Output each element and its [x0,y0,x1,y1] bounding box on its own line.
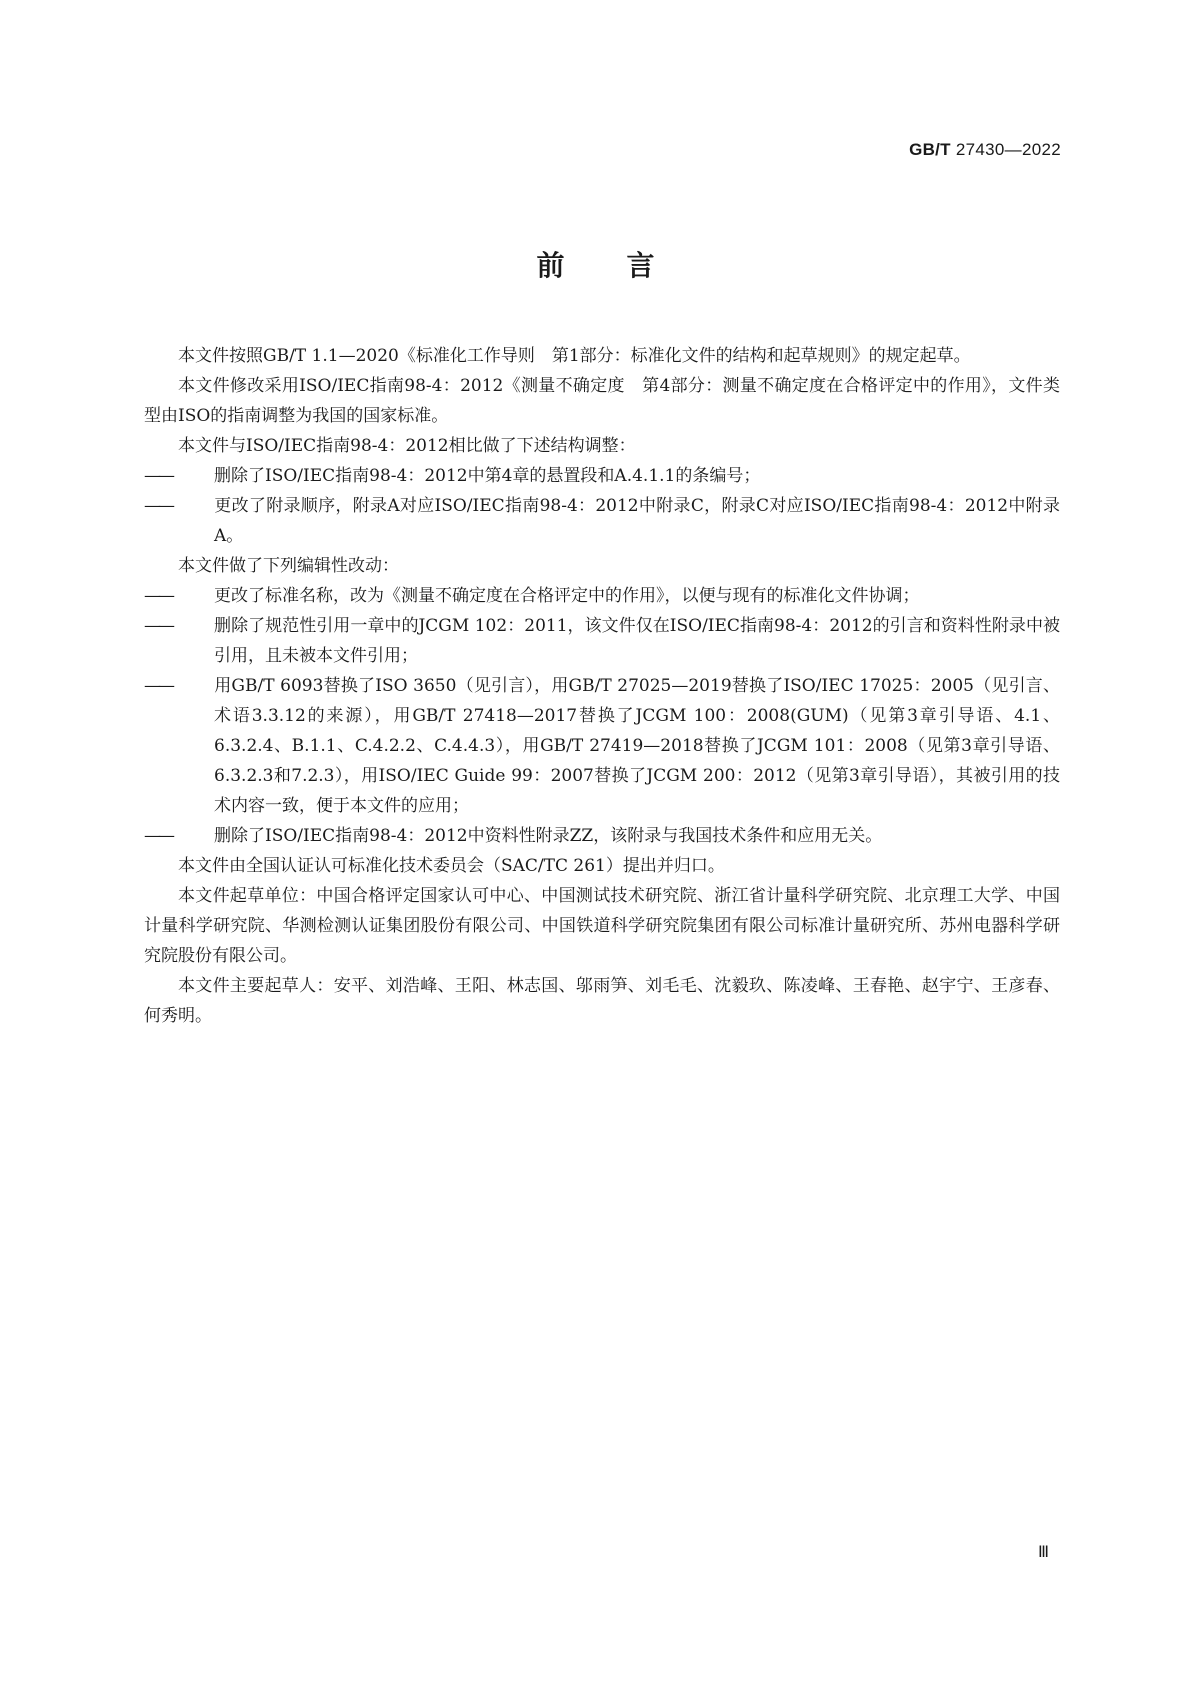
standard-code-prefix: GB/T [909,140,951,159]
list-item-editorial-change: —— 更改了标准名称，改为《测量不确定度在合格评定中的作用》，以便与现有的标准化文件协调； [144,581,1060,611]
paragraph-adoption: 本文件修改采用ISO/IEC指南98-4：2012《测量不确定度 第4部分：测量不确定度在合格评定中的作用》，文件类型由ISO的指南调整为我国的国家标准。 [144,376,1060,426]
standard-code-number: 27430—2022 [955,140,1061,159]
standard-code [909,140,1061,160]
dash-mark: —— [144,466,172,486]
foreword-content [144,341,1060,1031]
paragraph-drafters: 本文件主要起草人：安平、刘浩峰、王阳、林志国、邬雨笋、刘毛毛、沈毅玖、陈凌峰、王春艳、赵宇宁、王彦春、何秀明。 [144,976,1060,1026]
paragraph-proposer: 本文件由全国认证认可标准化技术委员会（SAC/TC 261）提出并归口。 [178,856,725,876]
paragraph-drafting-rules: 本文件按照GB/T 1.1—2020《标准化工作导则 第1部分：标准化文件的结构和起草规则》的规定起草。 [178,346,971,366]
dash-mark: —— [144,676,172,696]
paragraph-editorial-intro: 本文件做了下列编辑性改动： [178,556,399,576]
list-item-structural-change: —— 删除了ISO/IEC指南98-4：2012中第4章的悬置段和A.4.1.1的条编号； [144,461,1060,491]
dash-mark: —— [144,616,172,636]
list-item-editorial-change: —— 删除了ISO/IEC指南98-4：2012中资料性附录ZZ，该附录与我国技术条件和应用无关。 [144,821,1060,851]
paragraph-structural-intro: 本文件与ISO/IEC指南98-4：2012相比做了下述结构调整： [178,436,636,456]
page-number: Ⅲ [1037,1544,1049,1561]
dash-mark: —— [144,586,172,606]
list-item-structural-change: —— 更改了附录顺序，附录A对应ISO/IEC指南98-4：2012中附录C，附录C对应ISO/IEC指南98-4：2012中附录A。 [144,491,1060,551]
paragraph-drafting-units: 本文件起草单位：中国合格评定国家认可中心、中国测试技术研究院、浙江省计量科学研究院、北京理工大学、中国计量科学研究院、华测检测认证集团股份有限公司、中国铁道科学研究院集团有限公司标准计量研究所、苏州电器科学研究院股份有限公司。 [144,886,1060,966]
dash-mark: —— [144,496,172,516]
list-item-editorial-change: —— 用GB/T 6093替换了ISO 3650（见引言），用GB/T 27025—2019替换了ISO/IEC 17025：2005（见引言、术语3.3.12的来源），用GB/T 27418—2017替换了JCGM 100：2008(GUM)（见第3章引导语、4.1、6.3.2.4、B.1.1、C.4.2.2、C.4.4.3），用GB/T 27419—2018替换了JCGM 101：2008（见第3章引导语、6.3.2.3和7.2.3），用ISO/IEC Guide 99：2007替换了JCGM 200：2012（见第3章引导语），其被引用的技术内容一致，便于本文件的应用； [144,671,1060,821]
dash-mark: —— [144,826,172,846]
list-item-editorial-change: —— 删除了规范性引用一章中的JCGM 102：2011，该文件仅在ISO/IEC指南98-4：2012的引言和资料性附录中被引用，且未被本文件引用； [144,611,1060,671]
page-title: 前言 [536,249,717,282]
